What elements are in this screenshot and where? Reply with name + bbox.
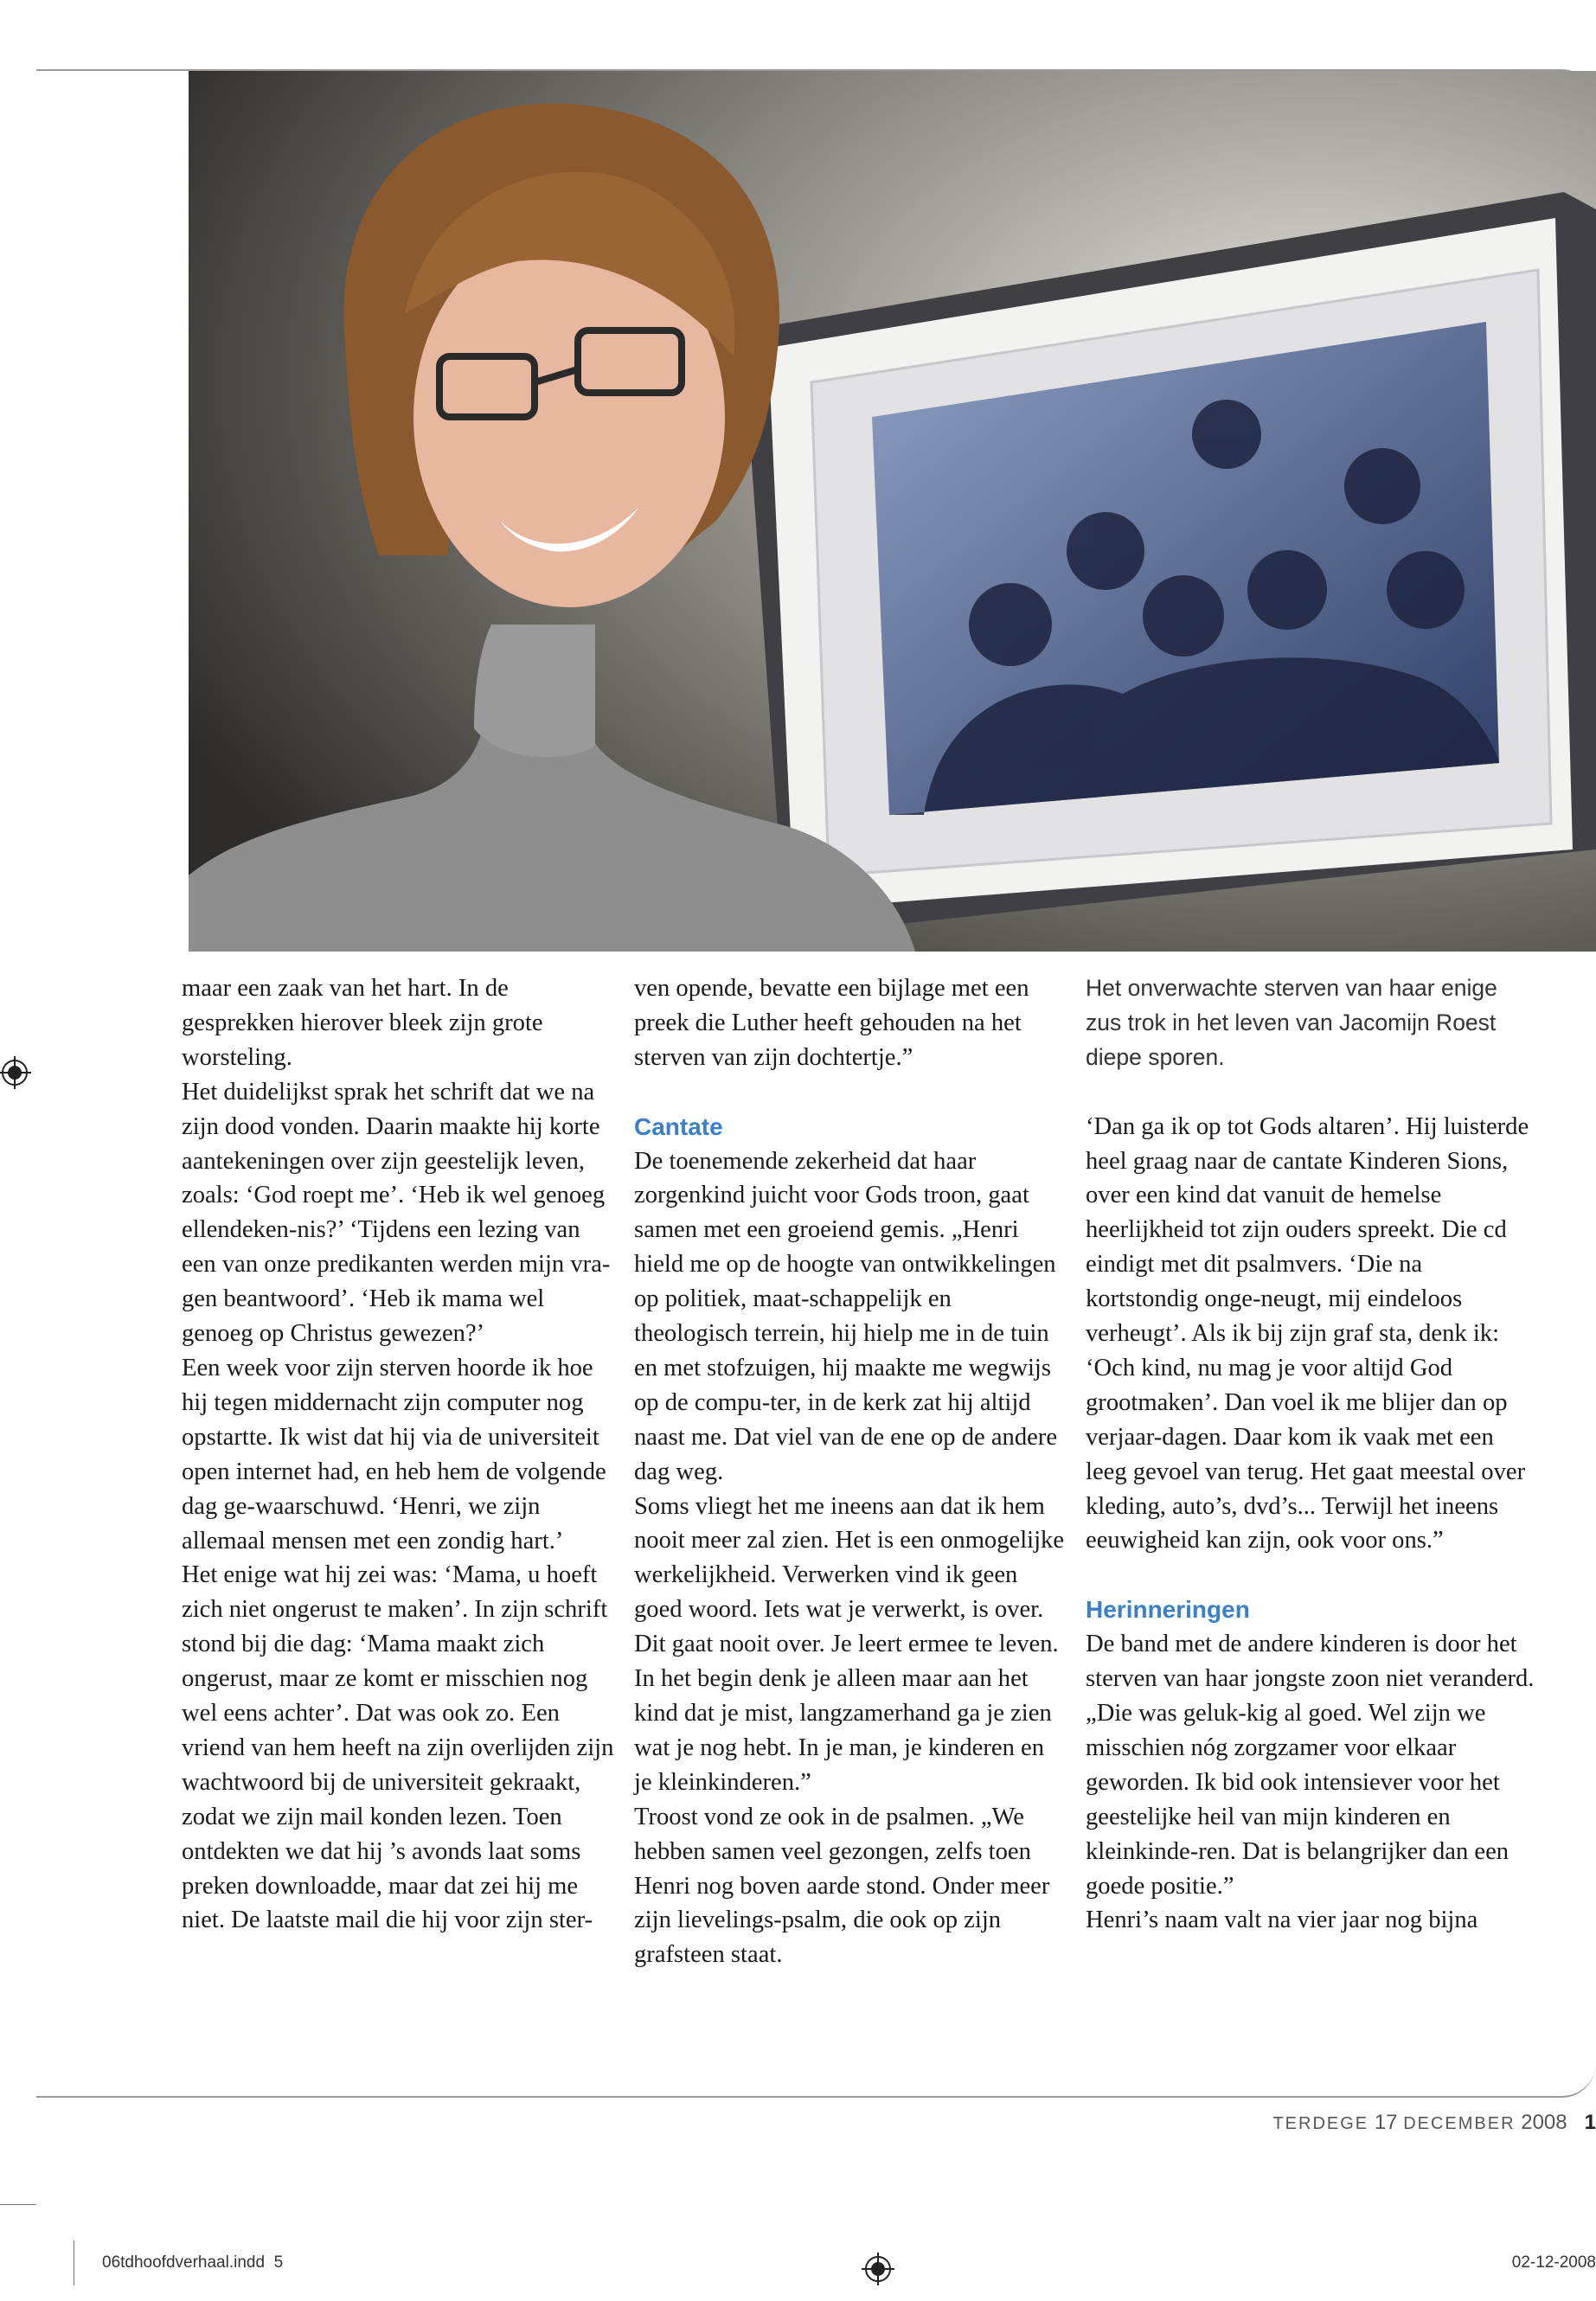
page-number: 1 xyxy=(1584,2111,1596,2134)
paragraph: Het enige wat hij zei was: ‘Mama, u hoeft zich niet ongerust te maken’. In zijn schrift stond bij die dag: ‘Mama maakt zich ongerust, maar ze komt er misschien nog wel eens achter’. Dat was ook zo. Een vriend van hem heeft na zijn overlijden zijn wachtwoord bij de universiteit gekraakt, zodat we zijn mail konden lezen. Toen ontdekten we dat hij ’s avonds laat soms preken downloadde, maar dat zei hij me niet. De laatste mail die hij voor zijn ster- xyxy=(182,1561,614,1934)
registration-mark-icon xyxy=(865,2256,891,2282)
paragraph: Het duidelijkst sprak het schrift dat we na zijn dood vonden. Daarin maakte hij korte aantekeningen over zijn geestelijk leven, zoals: ‘God roept me’. ‘Heb ik wel genoeg ellendeken-nis?’ ‘Tijdens een lezing van een van onze predikanten werden mijn vra-gen beantwoord’. ‘Heb ik mama wel genoeg op Christus gewezen?’ xyxy=(182,1078,611,1348)
print-slug-file xyxy=(102,2253,283,2272)
slug-filename: 06tdhoofdverhaal.indd xyxy=(102,2253,266,2272)
paragraph: ven opende, bevatte een bijlage met een preek die Luther heeft gehouden na het sterven van zijn dochtertje.” xyxy=(634,975,1029,1071)
paragraph: Henri’s naam valt na vier jaar nog bijna xyxy=(1086,1907,1478,1934)
issue-month: DECEMBER xyxy=(1403,2114,1516,2133)
paragraph: Soms vliegt het me ineens aan dat ik hem nooit meer zal zien. Het is een onmogelijke werkelijkheid. Verwerken vind ik geen goed woord. Iets wat je verwerkt, is over. Dit gaat nooit over. Je leert ermee te leven. In het begin denk je alleen maar aan het kind dat je mist, langzamerhand ga je zien wat je nog hebt. In je man, je kinderen en je kleinkinderen.” xyxy=(634,1492,1065,1796)
article-column-1 xyxy=(182,971,614,1938)
crop-mark xyxy=(0,2204,36,2205)
paragraph: ‘Dan ga ik op tot Gods altaren’. Hij luisterde heel graag naar de cantate Kinderen Sions, over een kind dat vanuit de hemelse heerlijkheid tot zijn ouders spreekt. Die cd eindigt met dit psalmvers. ‘Die na kortstondig onge-neugt, mij eindeloos verheugt’. Als ik bij zijn graf sta, denk ik: ‘Och kind, nu mag je voor altijd God grootmaken’. Dan voel ik me blijer dan op verjaar-dagen. Daar kom ik vaak met een leeg gevoel van terug. Het gaat meestal over kleding, auto’s, dvd’s... Terwijl het ineens eeuwigheid kan zijn, ook voor ons.” xyxy=(1086,1112,1529,1554)
subheading-herinneringen: Herinneringen xyxy=(1086,1596,1250,1624)
issue-day: 17 xyxy=(1374,2111,1398,2134)
paragraph: maar een zaak van het hart. In de gesprekken hierover bleek zijn grote worsteling. xyxy=(182,975,543,1071)
paragraph: Een week voor zijn sterven hoorde ik hoe hij tegen middernacht zijn computer nog opstartte. Ik wist dat hij via de universiteit open internet had, en heb hem de volgende dag ge-waarschuwd. ‘Henri, we zijn allemaal mensen met een zondig hart.’ xyxy=(182,1354,606,1554)
photo-caption-intro: Het onverwachte sterven van haar enige zus trok in het leven van Jacomijn Roest diepe sporen. xyxy=(1086,975,1497,1070)
bottom-frame-rule xyxy=(36,2063,1596,2098)
slug-page: 5 xyxy=(273,2253,284,2272)
page-footer xyxy=(0,2111,1596,2135)
portrait-photo xyxy=(189,71,1596,952)
print-slug-date: 02-12-2008 xyxy=(1511,2253,1596,2272)
paragraph: De toenemende zekerheid dat haar zorgenkind juicht voor Gods troon, gaat samen met een groeiend gemis. „Henri hield me op de hoogte van ontwikkelingen op politiek, maat-schappelijk en theologisch terrein, hij hielp me in de tuin en met stofzuigen, hij maakte me wegwijs op de compu-ter, in de kerk zat hij altijd naast me. Dat viel van de ene op de andere dag weg. xyxy=(634,1147,1058,1485)
subheading-cantate: Cantate xyxy=(634,1112,723,1140)
paragraph: De band met de andere kinderen is door het sterven van haar jongste zoon niet veranderd. „Die was geluk-kig al goed. Wel zijn we misschien nóg zorgzamer voor elkaar geworden. Ik bid ook intensiever voor het geestelijke heil van mijn kinderen en kleinkinde-ren. Dat is belangrijker dan een goede positie.” xyxy=(1086,1631,1535,1900)
article-column-3 xyxy=(1086,971,1535,1938)
paragraph: Troost vond ze ook in de psalmen. „We hebben samen veel gezongen, zelfs toen Henri nog boven aarde stond. Onder meer zijn lievelings-psalm, die ook op zijn grafsteen staat. xyxy=(634,1803,1050,1969)
registration-mark-icon xyxy=(2,1060,28,1086)
issue-year: 2008 xyxy=(1521,2111,1567,2134)
article-column-2 xyxy=(634,971,1067,1972)
magazine-name: TERDEGE xyxy=(1272,2114,1369,2133)
